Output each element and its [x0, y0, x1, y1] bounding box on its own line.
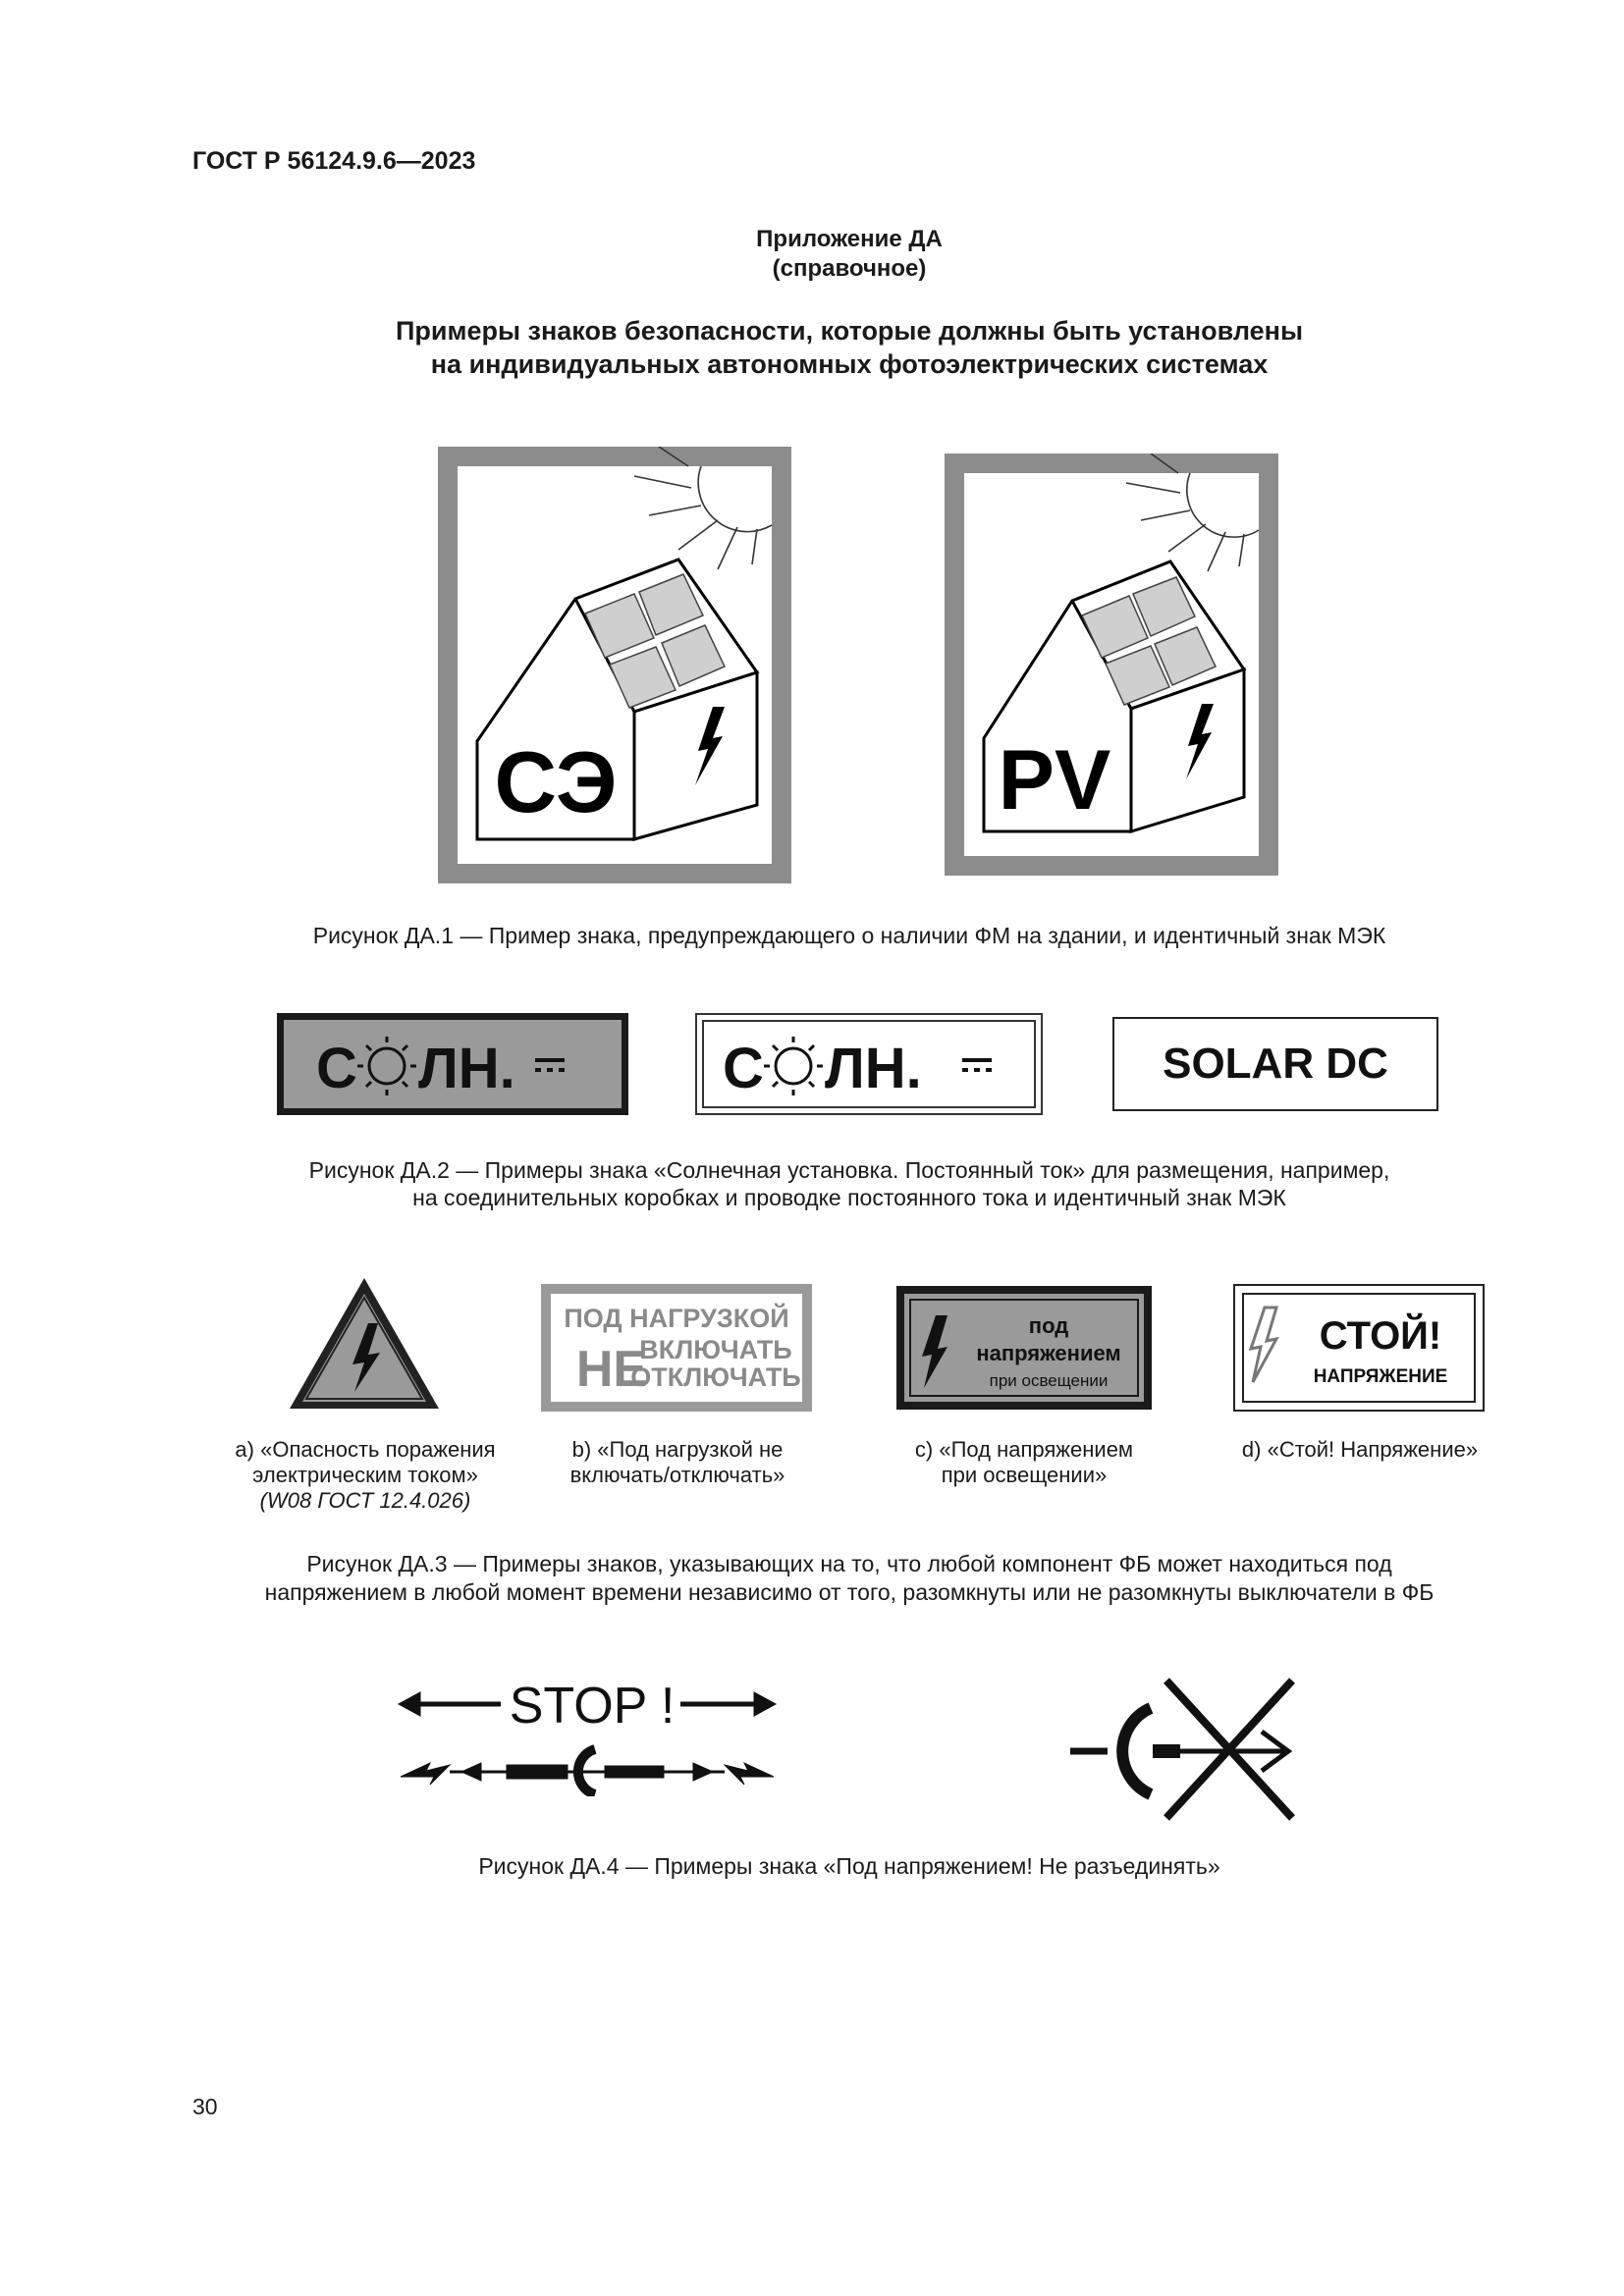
under-load-off: ОТКЛЮЧАТЬ: [630, 1362, 801, 1392]
section-title-line2: на индивидуальных автономных фотоэлектрических системах: [430, 349, 1269, 379]
sub-c-line2: при освещении»: [941, 1463, 1108, 1487]
fig2-caption-line2: на соединительных коробках и проводке постоянного тока и идентичный знак МЭК: [412, 1185, 1286, 1210]
fig2-sign-solar-dc: [1112, 1017, 1438, 1111]
section-title-line1: Примеры знаков безопасности, которые должны быть установлены: [396, 316, 1303, 346]
fig4-sign-no-disconnect: [1060, 1673, 1306, 1830]
document-id: ГОСТ Р 56124.9.6—2023: [192, 147, 476, 175]
fig2-sign-soln-gray: [277, 1013, 628, 1115]
fig3-sign-under-voltage-light: [896, 1286, 1152, 1410]
under-voltage-line2: напряжением: [976, 1341, 1121, 1365]
fig2-caption-line1: Рисунок ДА.2 — Примеры знака «Солнечная установка. Постоянный ток» для размещения, например,: [308, 1157, 1390, 1183]
fig3-caption-line2: напряжением в любой момент времени независимо от того, разомкнуты или не разомкнуты выключатели в ФБ: [264, 1579, 1435, 1605]
fig3-sign-under-load: [541, 1284, 812, 1412]
sub-a-line2: электрическим током»: [252, 1463, 478, 1487]
fig3-sign-electric-hazard: [288, 1276, 441, 1412]
connector-icon: [401, 1749, 774, 1794]
fig4-sign-stop: [391, 1669, 784, 1796]
appendix-note: (справочное): [772, 255, 927, 282]
fig3-sub-d: [1218, 1437, 1502, 1463]
sub-a-line1: а) «Опасность поражения: [235, 1437, 496, 1462]
under-load-ne: НЕ: [575, 1341, 648, 1398]
fig3-sub-a: [217, 1437, 514, 1514]
sign-soln-left: С: [723, 1037, 764, 1100]
sign-soln-right: ЛН.: [825, 1037, 922, 1100]
fig4-caption: Рисунок ДА.4 — Примеры знака «Под напряжением! Не разъединять»: [478, 1853, 1220, 1879]
fig3-caption-line1: Рисунок ДА.3 — Примеры знаков, указывающих на то, что любой компонент ФБ может находиться под: [306, 1551, 1392, 1576]
fig2-sign-soln-white: [695, 1013, 1043, 1115]
sub-d-line1: d) «Стой! Напряжение»: [1241, 1437, 1479, 1462]
sub-a-line3: (W08 ГОСТ 12.4.026): [259, 1488, 471, 1513]
sign-se-label: СЭ: [494, 733, 618, 830]
solar-dc-label: SOLAR DC: [1163, 1040, 1388, 1088]
fig1-sign-se: [438, 447, 791, 883]
sign-pv-label: PV: [998, 733, 1111, 828]
sub-b-line2: включать/отключать»: [569, 1463, 785, 1487]
stop-voltage-line2: НАПРЯЖЕНИЕ: [1313, 1366, 1448, 1387]
fig1-sign-pv: [945, 454, 1278, 876]
stop-voltage-line1: СТОЙ!: [1319, 1314, 1442, 1358]
page-number: 30: [192, 2094, 218, 2119]
sign-soln-right: ЛН.: [418, 1037, 515, 1100]
appendix-title: Приложение ДА: [756, 226, 943, 252]
under-voltage-line1: под: [1028, 1313, 1069, 1338]
under-load-on: ВКЛЮЧАТЬ: [639, 1335, 792, 1364]
fig3-sub-b: [535, 1437, 820, 1488]
fig3-sub-c: [889, 1437, 1160, 1488]
sign-soln-left: С: [316, 1037, 357, 1100]
fig3-sign-stop-voltage: [1233, 1284, 1485, 1412]
sub-c-line1: с) «Под напряжением: [914, 1437, 1134, 1462]
sub-b-line1: b) «Под нагрузкой не: [571, 1437, 784, 1462]
under-load-line1: ПОД НАГРУЗКОЙ: [564, 1304, 789, 1333]
no-disconnect-icon: [1070, 1681, 1292, 1818]
fig1-caption: Рисунок ДА.1 — Пример знака, предупреждающего о наличии ФМ на здании, и идентичный знак МЭК: [312, 923, 1386, 948]
stop-label: STOP !: [509, 1678, 676, 1735]
under-voltage-line3: при освещении: [989, 1371, 1109, 1390]
